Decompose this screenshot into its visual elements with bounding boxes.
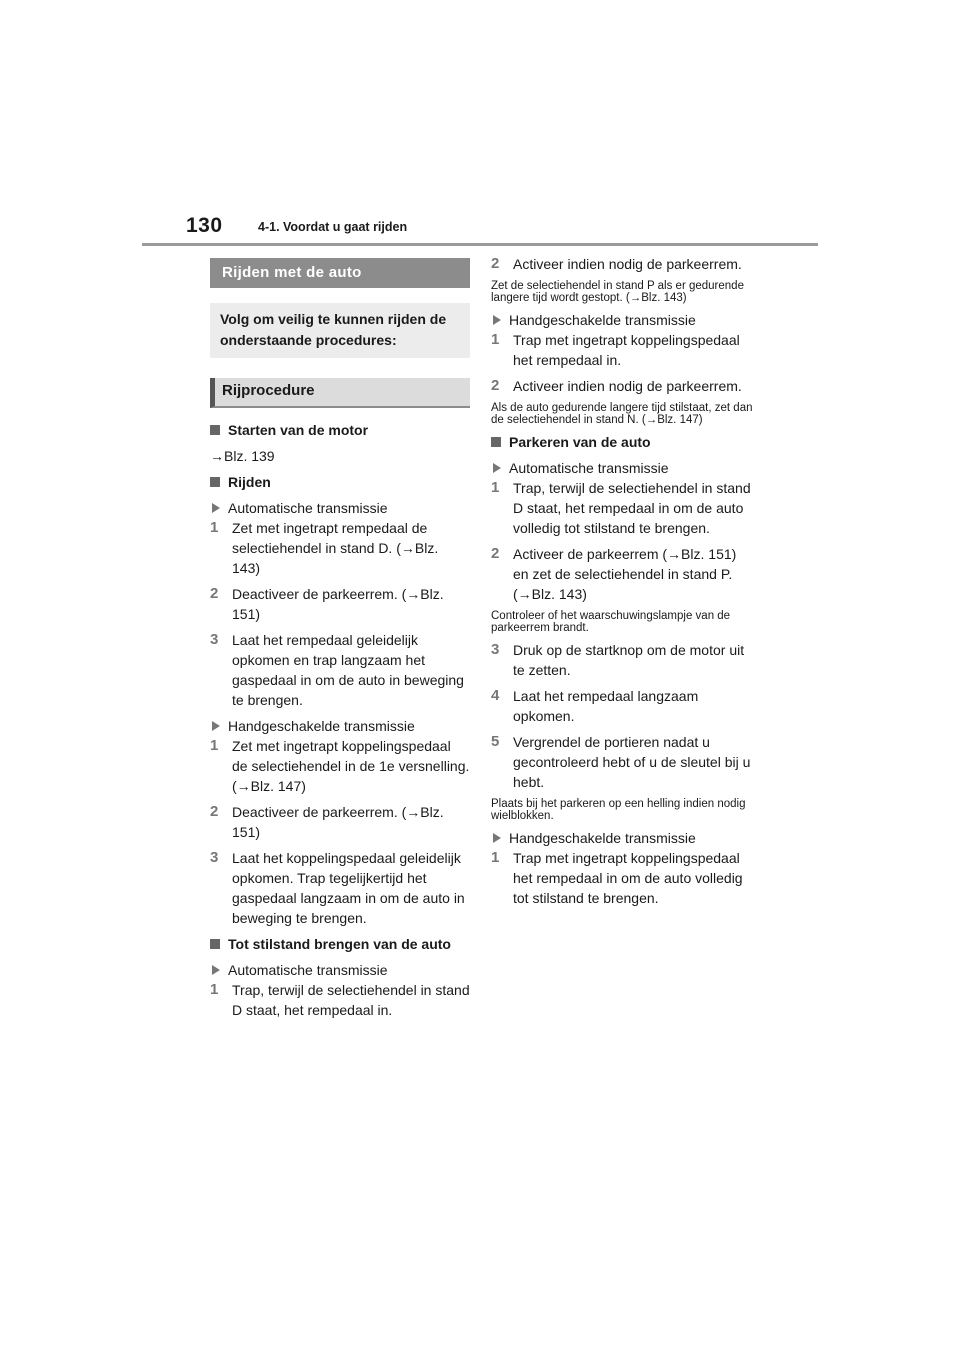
square-bullet-icon <box>210 939 220 949</box>
step-item: 2 Deactiveer de parkeerrem. (→Blz. 151) <box>210 585 444 622</box>
subheading-manual: Handgeschakelde transmissie <box>491 310 753 330</box>
subheading-automatic: Automatische transmissie <box>491 458 753 478</box>
intro-box: Volg om veilig te kunnen rijden de onderstaande procedures: <box>210 303 470 358</box>
subheading-automatic: Automatische transmissie <box>210 498 470 518</box>
step-item: 3 Laat het koppelingspedaal geleidelijk opkomen. Trap tegelijkertijd het gaspedaal langzaam in om de auto in beweging te brengen. <box>210 849 465 926</box>
square-bullet-icon <box>210 477 220 487</box>
step-item: 1 Trap, terwijl de selectiehendel in stand D staat, het rempedaal in. <box>210 981 470 1018</box>
step-item: 1 Trap met ingetrapt koppelingspedaal het rempedaal in. <box>491 331 740 368</box>
triangle-bullet-icon <box>212 503 220 513</box>
heading-stopping: Tot stilstand brengen van de auto <box>210 934 470 954</box>
step-item: 2 Activeer indien nodig de parkeerrem. <box>491 377 742 394</box>
triangle-bullet-icon <box>493 833 501 843</box>
page-reference: →Blz. 139 <box>210 448 275 464</box>
step-item: 1 Zet met ingetrapt rempedaal de selectiehendel in stand D. (→Blz. 143) <box>210 519 439 576</box>
heading-driving: Rijden <box>210 472 470 492</box>
step-item: 3 Laat het rempedaal geleidelijk opkomen en trap langzaam het gaspedaal in om de auto in beweging te brengen. <box>210 631 464 708</box>
triangle-bullet-icon <box>212 721 220 731</box>
left-column <box>210 258 470 1020</box>
step-item: 1 Trap, terwijl de selectiehendel in stand D staat, het rempedaal in om de auto volledig tot stilstand te brengen. <box>491 479 751 536</box>
heading-start-engine: Starten van de motor <box>210 420 470 440</box>
section-title: 4-1. Voordat u gaat rijden <box>258 220 408 234</box>
note-text: Als de auto gedurende langere tijd stilstaat, zet dan de selectiehendel in stand N. (→Blz. 147) <box>491 402 753 426</box>
step-item: 2 Activeer indien nodig de parkeerrem. <box>491 255 742 272</box>
step-item: 1 Trap met ingetrapt koppelingspedaal het rempedaal in om de auto volledig tot stilstand te brengen. <box>491 849 743 906</box>
note-text: Plaats bij het parkeren op een helling indien nodig wielblokken. <box>491 798 746 822</box>
step-item: 2 Deactiveer de parkeerrem. (→Blz. 151) <box>210 803 444 840</box>
triangle-bullet-icon <box>493 315 501 325</box>
subheading-manual: Handgeschakelde transmissie <box>491 828 753 848</box>
triangle-bullet-icon <box>493 463 501 473</box>
step-item: 4 Laat het rempedaal langzaam opkomen. <box>491 687 699 724</box>
subsection-heading: Rijprocedure <box>210 378 470 408</box>
subheading-automatic: Automatische transmissie <box>210 960 470 980</box>
step-item: 3 Druk op de startknop om de motor uit te zetten. <box>491 641 745 678</box>
subheading-manual: Handgeschakelde transmissie <box>210 716 470 736</box>
square-bullet-icon <box>491 437 501 447</box>
step-item: 2 Activeer de parkeerrem (→Blz. 151) en zet de selectiehendel in stand P. (→Blz. 143) <box>491 545 737 602</box>
page-number: 130 <box>186 214 223 237</box>
triangle-bullet-icon <box>212 965 220 975</box>
right-column <box>491 254 753 908</box>
step-item: 5 Vergrendel de portieren nadat u gecontroleerd hebt of u de sleutel bij u hebt. <box>491 733 751 790</box>
square-bullet-icon <box>210 425 220 435</box>
step-item: 1 Zet met ingetrapt koppelingspedaal de selectiehendel in de 1e versnelling. (→Blz. 147) <box>210 737 470 794</box>
header-divider <box>142 243 818 246</box>
section-heading: Rijden met de auto <box>210 258 470 288</box>
heading-parking: Parkeren van de auto <box>491 432 753 452</box>
note-text: Controleer of het waarschuwingslampje van de parkeerrem brandt. <box>491 610 731 634</box>
note-text: Zet de selectiehendel in stand P als er gedurende langere tijd wordt gestopt. (→Blz. 143) <box>491 280 744 304</box>
